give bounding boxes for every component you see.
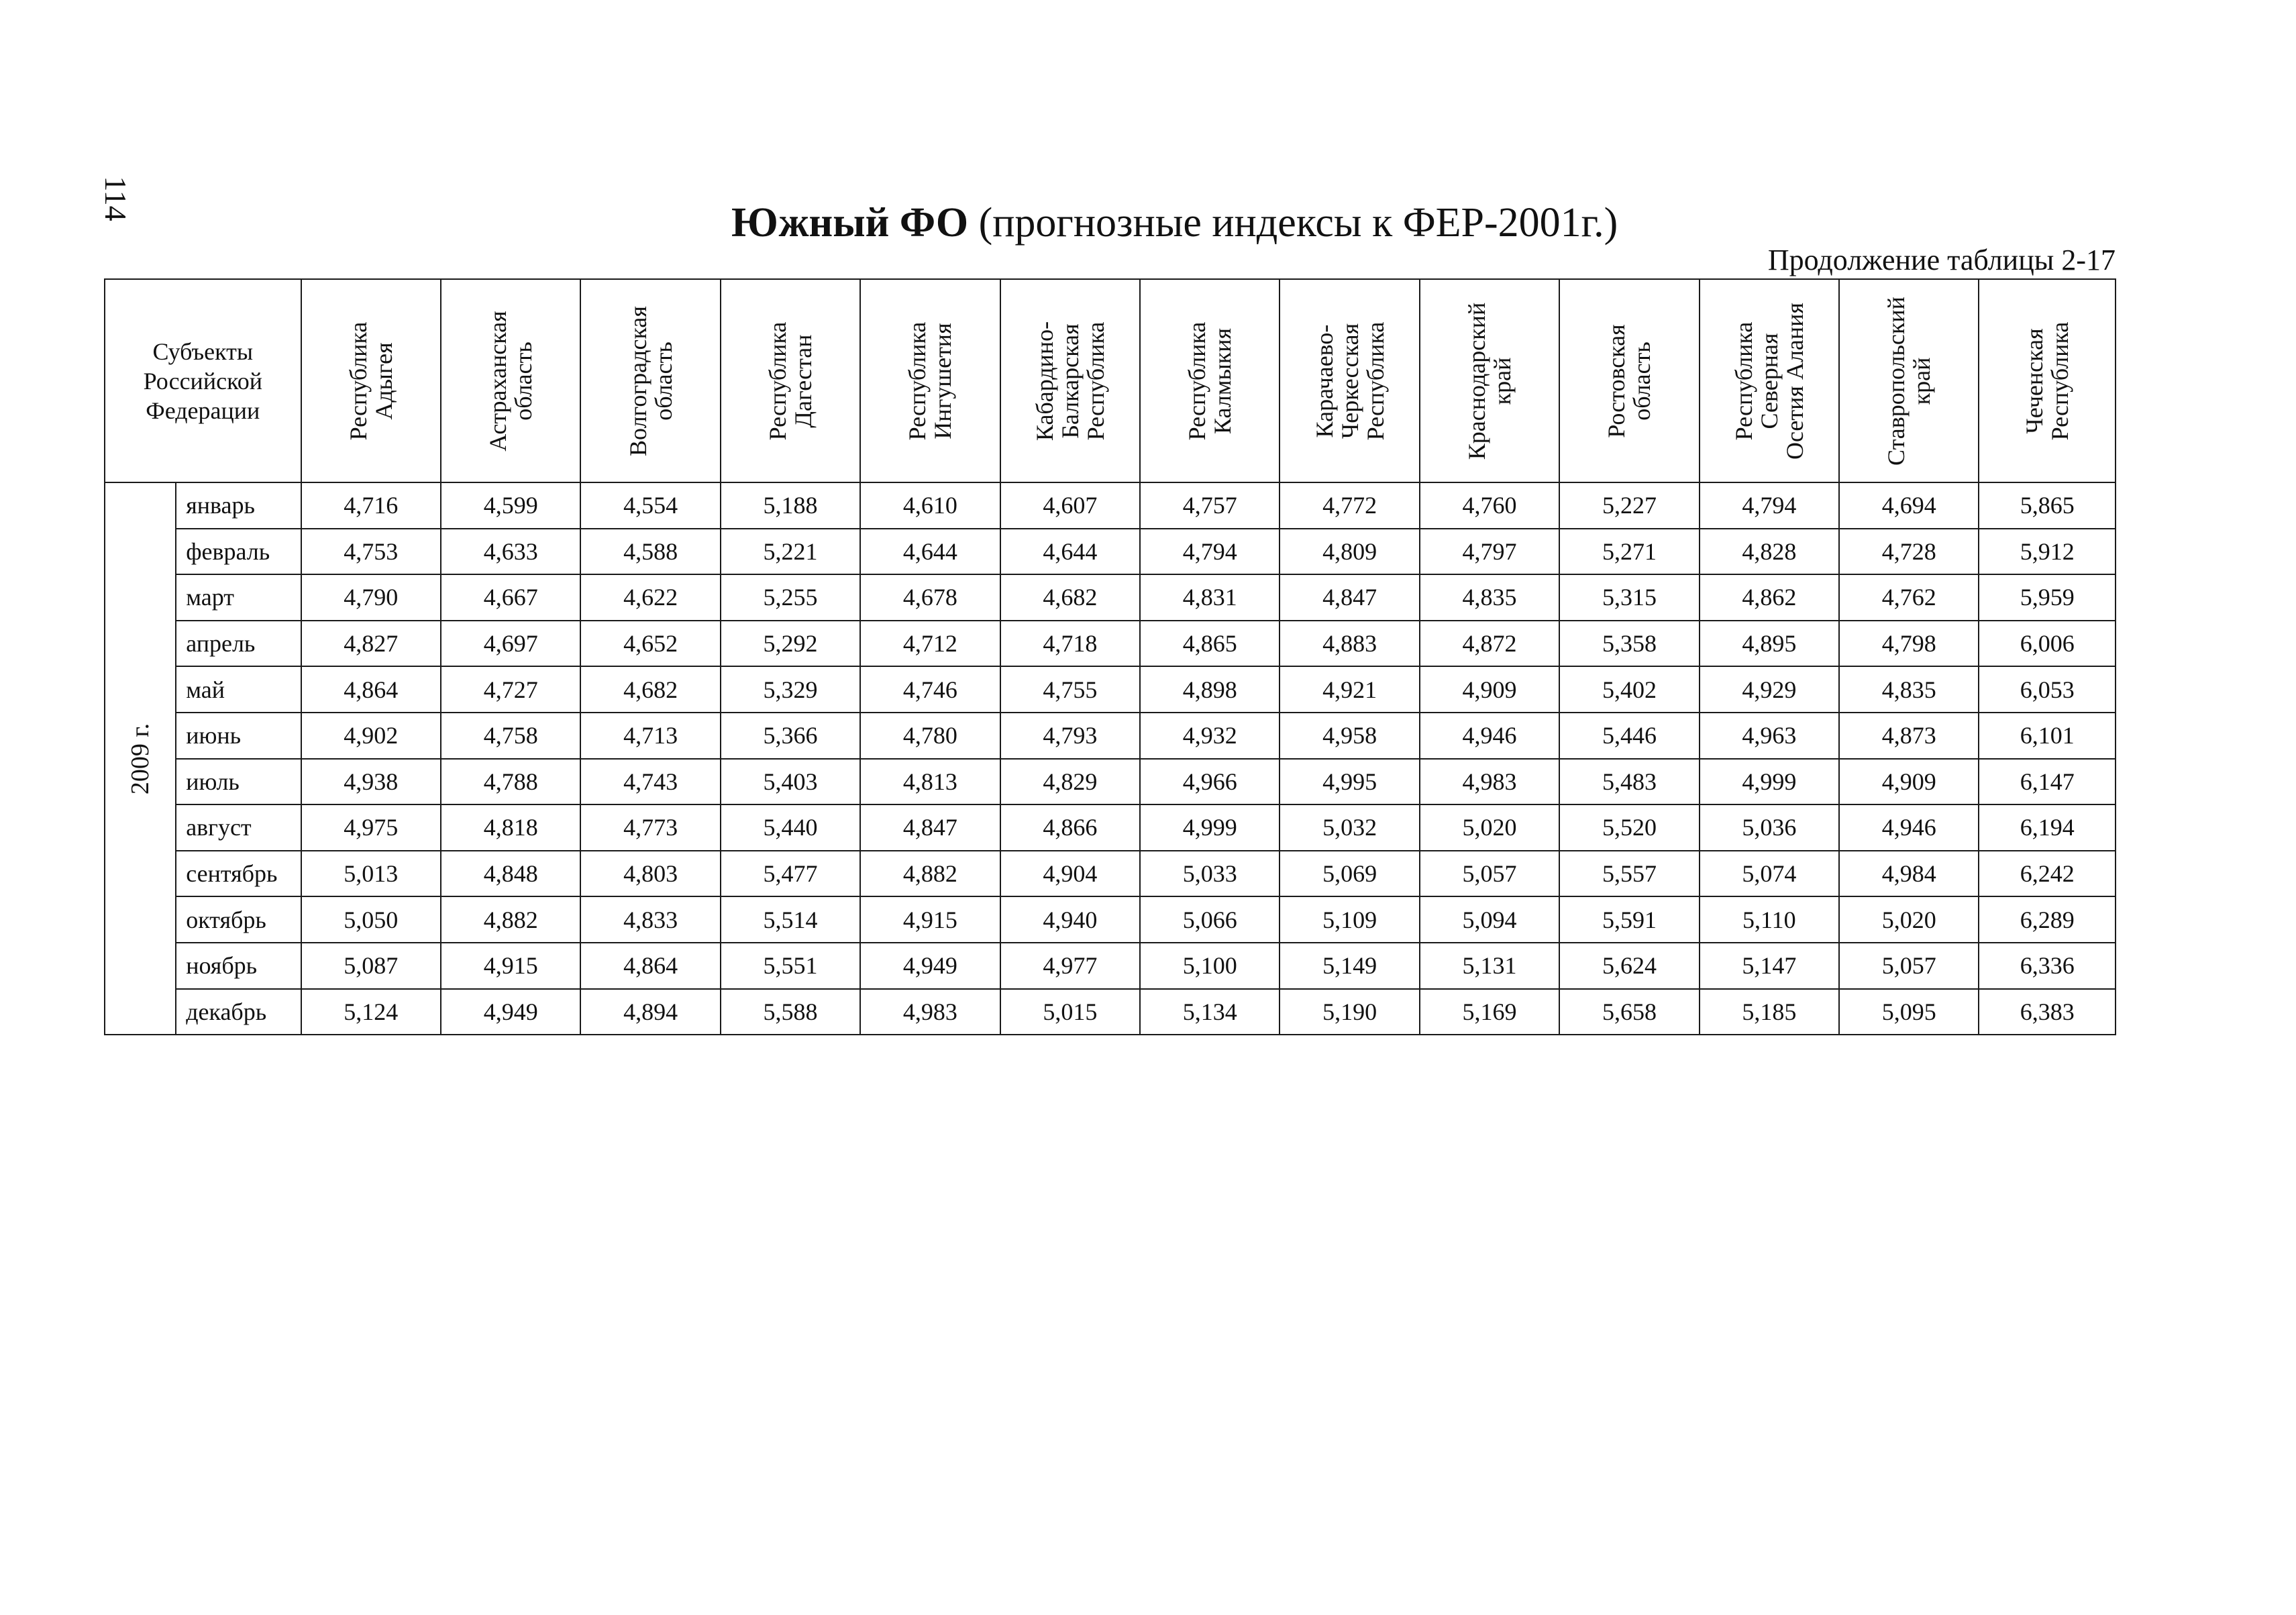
column-header-cell (1700, 279, 1839, 482)
index-value-cell: 4,894 (580, 989, 720, 1035)
index-value-cell: 4,610 (860, 482, 1000, 529)
index-value-cell: 4,622 (580, 574, 720, 621)
index-value-cell: 5,013 (301, 851, 441, 897)
column-header-label: Ростовская область (1603, 323, 1656, 438)
index-value-cell: 4,882 (441, 896, 580, 943)
index-value-cell: 4,682 (580, 666, 720, 713)
index-value-cell: 5,032 (1280, 804, 1419, 851)
index-value-cell: 4,793 (1000, 713, 1140, 759)
month-cell: февраль (176, 529, 301, 575)
table-row (105, 666, 2116, 713)
index-value-cell: 4,847 (1280, 574, 1419, 621)
column-header-cell (1140, 279, 1280, 482)
index-value-cell: 4,904 (1000, 851, 1140, 897)
table-row (105, 574, 2116, 621)
index-value-cell: 4,827 (301, 621, 441, 667)
page-title-region: Южный ФО (731, 200, 969, 246)
column-header-cell (1839, 279, 1979, 482)
index-value-cell: 4,813 (860, 759, 1000, 805)
index-value-cell: 4,938 (301, 759, 441, 805)
column-header-cell (580, 279, 720, 482)
index-value-cell: 4,794 (1140, 529, 1280, 575)
column-header-cell (1000, 279, 1140, 482)
index-value-cell: 4,633 (441, 529, 580, 575)
index-value-cell: 5,557 (1559, 851, 1699, 897)
index-value-cell: 4,607 (1000, 482, 1140, 529)
index-value-cell: 4,915 (860, 896, 1000, 943)
index-value-cell: 4,762 (1839, 574, 1979, 621)
index-value-cell: 4,984 (1839, 851, 1979, 897)
index-value-cell: 4,975 (301, 804, 441, 851)
month-cell: сентябрь (176, 851, 301, 897)
column-header-cell (860, 279, 1000, 482)
table-row (105, 713, 2116, 759)
index-value-cell: 5,094 (1420, 896, 1559, 943)
index-value-cell: 6,147 (1979, 759, 2116, 805)
index-value-cell: 4,809 (1280, 529, 1419, 575)
index-value-cell: 4,932 (1140, 713, 1280, 759)
index-value-cell: 5,551 (721, 943, 860, 989)
index-value-cell: 6,053 (1979, 666, 2116, 713)
column-header-cell (441, 279, 580, 482)
index-value-cell: 5,329 (721, 666, 860, 713)
index-value-cell: 5,095 (1839, 989, 1979, 1035)
index-value-cell: 5,591 (1559, 896, 1699, 943)
index-value-cell: 4,644 (860, 529, 1000, 575)
index-value-cell: 6,336 (1979, 943, 2116, 989)
index-value-cell: 4,758 (441, 713, 580, 759)
table-row (105, 621, 2116, 667)
table-row (105, 759, 2116, 805)
index-value-cell: 5,124 (301, 989, 441, 1035)
column-header-cell (1979, 279, 2116, 482)
index-value-cell: 5,069 (1280, 851, 1419, 897)
index-value-cell: 5,440 (721, 804, 860, 851)
index-value-cell: 6,194 (1979, 804, 2116, 851)
index-value-cell: 4,818 (441, 804, 580, 851)
month-cell: ноябрь (176, 943, 301, 989)
index-value-cell: 5,366 (721, 713, 860, 759)
index-value-cell: 5,015 (1000, 989, 1140, 1035)
column-header-label: Кабардино- Балкарская Республика (1031, 321, 1109, 441)
index-value-cell: 4,746 (860, 666, 1000, 713)
index-value-cell: 5,109 (1280, 896, 1419, 943)
column-header-label: Чеченская Республика (2021, 321, 2074, 440)
table-row (105, 529, 2116, 575)
index-value-cell: 4,835 (1420, 574, 1559, 621)
index-value-cell: 6,242 (1979, 851, 2116, 897)
column-header-cell (721, 279, 860, 482)
column-header-label: Республика Ингушетия (904, 321, 957, 440)
index-value-cell: 4,588 (580, 529, 720, 575)
index-value-cell: 4,983 (1420, 759, 1559, 805)
index-value-cell: 4,712 (860, 621, 1000, 667)
index-value-cell: 4,949 (441, 989, 580, 1035)
index-value-cell: 5,169 (1420, 989, 1559, 1035)
index-value-cell: 4,599 (441, 482, 580, 529)
index-value-cell: 4,929 (1700, 666, 1839, 713)
index-value-cell: 5,185 (1700, 989, 1839, 1035)
index-value-cell: 5,033 (1140, 851, 1280, 897)
column-header-label: Республика Северная Осетия Алания (1730, 302, 1808, 460)
index-value-cell: 4,753 (301, 529, 441, 575)
index-value-cell: 4,864 (301, 666, 441, 713)
index-value-cell: 5,020 (1839, 896, 1979, 943)
page-title (731, 196, 1618, 250)
index-value-cell: 5,520 (1559, 804, 1699, 851)
index-value-cell: 6,101 (1979, 713, 2116, 759)
index-value-cell: 4,946 (1839, 804, 1979, 851)
column-header-label: Республика Адыгея (344, 321, 397, 440)
column-header-label: Волгоградская область (624, 305, 677, 456)
index-value-cell: 4,713 (580, 713, 720, 759)
index-value-cell: 5,624 (1559, 943, 1699, 989)
index-value-cell: 4,915 (441, 943, 580, 989)
index-value-cell: 5,271 (1559, 529, 1699, 575)
index-value-cell: 5,057 (1420, 851, 1559, 897)
corner-header-label: Субъекты Российской Федерации (143, 337, 262, 424)
index-value-cell: 6,289 (1979, 896, 2116, 943)
year-cell (105, 482, 176, 1035)
month-cell: декабрь (176, 989, 301, 1035)
index-value-cell: 4,652 (580, 621, 720, 667)
column-header-cell (1420, 279, 1559, 482)
month-cell: июнь (176, 713, 301, 759)
index-value-cell: 4,755 (1000, 666, 1140, 713)
index-value-cell: 4,697 (441, 621, 580, 667)
index-value-cell: 4,977 (1000, 943, 1140, 989)
index-value-cell: 4,780 (860, 713, 1000, 759)
index-value-cell: 4,940 (1000, 896, 1140, 943)
index-value-cell: 5,255 (721, 574, 860, 621)
index-value-cell: 5,912 (1979, 529, 2116, 575)
index-value-cell: 5,403 (721, 759, 860, 805)
index-value-cell: 4,760 (1420, 482, 1559, 529)
index-value-cell: 5,100 (1140, 943, 1280, 989)
table-row (105, 989, 2116, 1035)
index-value-cell: 4,995 (1280, 759, 1419, 805)
index-value-cell: 4,757 (1140, 482, 1280, 529)
table-row (105, 804, 2116, 851)
table-row (105, 851, 2116, 897)
page-number: 114 (99, 176, 133, 221)
month-cell: октябрь (176, 896, 301, 943)
index-value-cell: 4,909 (1420, 666, 1559, 713)
index-value-cell: 4,872 (1420, 621, 1559, 667)
index-value-cell: 5,658 (1559, 989, 1699, 1035)
price-index-table (104, 278, 2116, 1035)
index-value-cell: 4,847 (860, 804, 1000, 851)
column-header-label: Астраханская область (484, 310, 537, 452)
column-header-cell (1559, 279, 1699, 482)
page-title-subtitle: (прогнозные индексы к ФЕР-2001г.) (968, 200, 1618, 246)
index-value-cell: 4,682 (1000, 574, 1140, 621)
table-row (105, 896, 2116, 943)
index-value-cell: 4,727 (441, 666, 580, 713)
index-value-cell: 4,554 (580, 482, 720, 529)
index-value-cell: 4,797 (1420, 529, 1559, 575)
corner-header-cell (105, 279, 301, 482)
index-value-cell: 4,883 (1280, 621, 1419, 667)
month-cell: март (176, 574, 301, 621)
month-cell: январь (176, 482, 301, 529)
index-value-cell: 5,227 (1559, 482, 1699, 529)
index-value-cell: 6,383 (1979, 989, 2116, 1035)
index-value-cell: 4,743 (580, 759, 720, 805)
index-value-cell: 5,066 (1140, 896, 1280, 943)
month-cell: июль (176, 759, 301, 805)
index-value-cell: 4,829 (1000, 759, 1140, 805)
index-value-cell: 4,895 (1700, 621, 1839, 667)
index-value-cell: 4,999 (1140, 804, 1280, 851)
column-header-label: Карачаево- Черкесская Республика (1310, 321, 1389, 440)
index-value-cell: 4,694 (1839, 482, 1979, 529)
index-value-cell: 5,483 (1559, 759, 1699, 805)
column-header-label: Республика Дагестан (764, 321, 817, 440)
index-value-cell: 4,794 (1700, 482, 1839, 529)
index-value-cell: 4,678 (860, 574, 1000, 621)
index-value-cell: 4,946 (1420, 713, 1559, 759)
index-value-cell: 4,644 (1000, 529, 1140, 575)
index-value-cell: 4,803 (580, 851, 720, 897)
index-value-cell: 5,147 (1700, 943, 1839, 989)
index-value-cell: 5,188 (721, 482, 860, 529)
year-label: 2009 г. (126, 723, 155, 794)
index-value-cell: 5,087 (301, 943, 441, 989)
index-value-cell: 4,909 (1839, 759, 1979, 805)
index-value-cell: 5,959 (1979, 574, 2116, 621)
column-header-cell (301, 279, 441, 482)
index-value-cell: 4,882 (860, 851, 1000, 897)
index-value-cell: 4,921 (1280, 666, 1419, 713)
index-value-cell: 4,862 (1700, 574, 1839, 621)
index-value-cell: 4,773 (580, 804, 720, 851)
index-value-cell: 4,728 (1839, 529, 1979, 575)
index-value-cell: 4,983 (860, 989, 1000, 1035)
index-value-cell: 4,864 (580, 943, 720, 989)
index-value-cell: 4,866 (1000, 804, 1140, 851)
index-value-cell: 5,149 (1280, 943, 1419, 989)
index-value-cell: 4,772 (1280, 482, 1419, 529)
index-value-cell: 4,835 (1839, 666, 1979, 713)
index-value-cell: 4,999 (1700, 759, 1839, 805)
index-value-cell: 5,221 (721, 529, 860, 575)
index-value-cell: 4,966 (1140, 759, 1280, 805)
index-value-cell: 5,514 (721, 896, 860, 943)
index-value-cell: 5,074 (1700, 851, 1839, 897)
index-value-cell: 4,716 (301, 482, 441, 529)
index-value-cell: 5,131 (1420, 943, 1559, 989)
month-cell: май (176, 666, 301, 713)
index-value-cell: 4,902 (301, 713, 441, 759)
month-cell: апрель (176, 621, 301, 667)
index-value-cell: 4,848 (441, 851, 580, 897)
index-value-cell: 5,134 (1140, 989, 1280, 1035)
index-value-cell: 5,588 (721, 989, 860, 1035)
index-value-cell: 6,006 (1979, 621, 2116, 667)
index-value-cell: 5,315 (1559, 574, 1699, 621)
index-value-cell: 5,050 (301, 896, 441, 943)
index-value-cell: 4,833 (580, 896, 720, 943)
table-caption: Продолжение таблицы 2-17 (1767, 244, 2116, 276)
index-value-cell: 5,057 (1839, 943, 1979, 989)
index-value-cell: 4,963 (1700, 713, 1839, 759)
column-header-cell (1280, 279, 1419, 482)
index-value-cell: 4,831 (1140, 574, 1280, 621)
index-value-cell: 4,798 (1839, 621, 1979, 667)
index-value-cell: 5,477 (721, 851, 860, 897)
column-header-label: Ставропольский край (1883, 296, 1936, 466)
index-value-cell: 5,190 (1280, 989, 1419, 1035)
index-value-cell: 4,898 (1140, 666, 1280, 713)
table-row (105, 482, 2116, 529)
table-header-row (105, 279, 2116, 482)
index-value-cell: 5,865 (1979, 482, 2116, 529)
column-header-label: Республика Калмыкия (1184, 321, 1237, 440)
index-value-cell: 5,358 (1559, 621, 1699, 667)
index-value-cell: 4,667 (441, 574, 580, 621)
index-value-cell: 4,865 (1140, 621, 1280, 667)
index-value-cell: 5,110 (1700, 896, 1839, 943)
index-value-cell: 4,788 (441, 759, 580, 805)
index-value-cell: 4,958 (1280, 713, 1419, 759)
table-row (105, 943, 2116, 989)
index-value-cell: 5,402 (1559, 666, 1699, 713)
index-value-cell: 4,828 (1700, 529, 1839, 575)
index-value-cell: 5,292 (721, 621, 860, 667)
index-value-cell: 4,718 (1000, 621, 1140, 667)
index-value-cell: 5,020 (1420, 804, 1559, 851)
index-value-cell: 5,036 (1700, 804, 1839, 851)
column-header-label: Краснодарский край (1463, 302, 1516, 460)
index-value-cell: 4,790 (301, 574, 441, 621)
index-value-cell: 4,949 (860, 943, 1000, 989)
index-value-cell: 4,873 (1839, 713, 1979, 759)
month-cell: август (176, 804, 301, 851)
index-value-cell: 5,446 (1559, 713, 1699, 759)
table-body (105, 482, 2116, 1035)
